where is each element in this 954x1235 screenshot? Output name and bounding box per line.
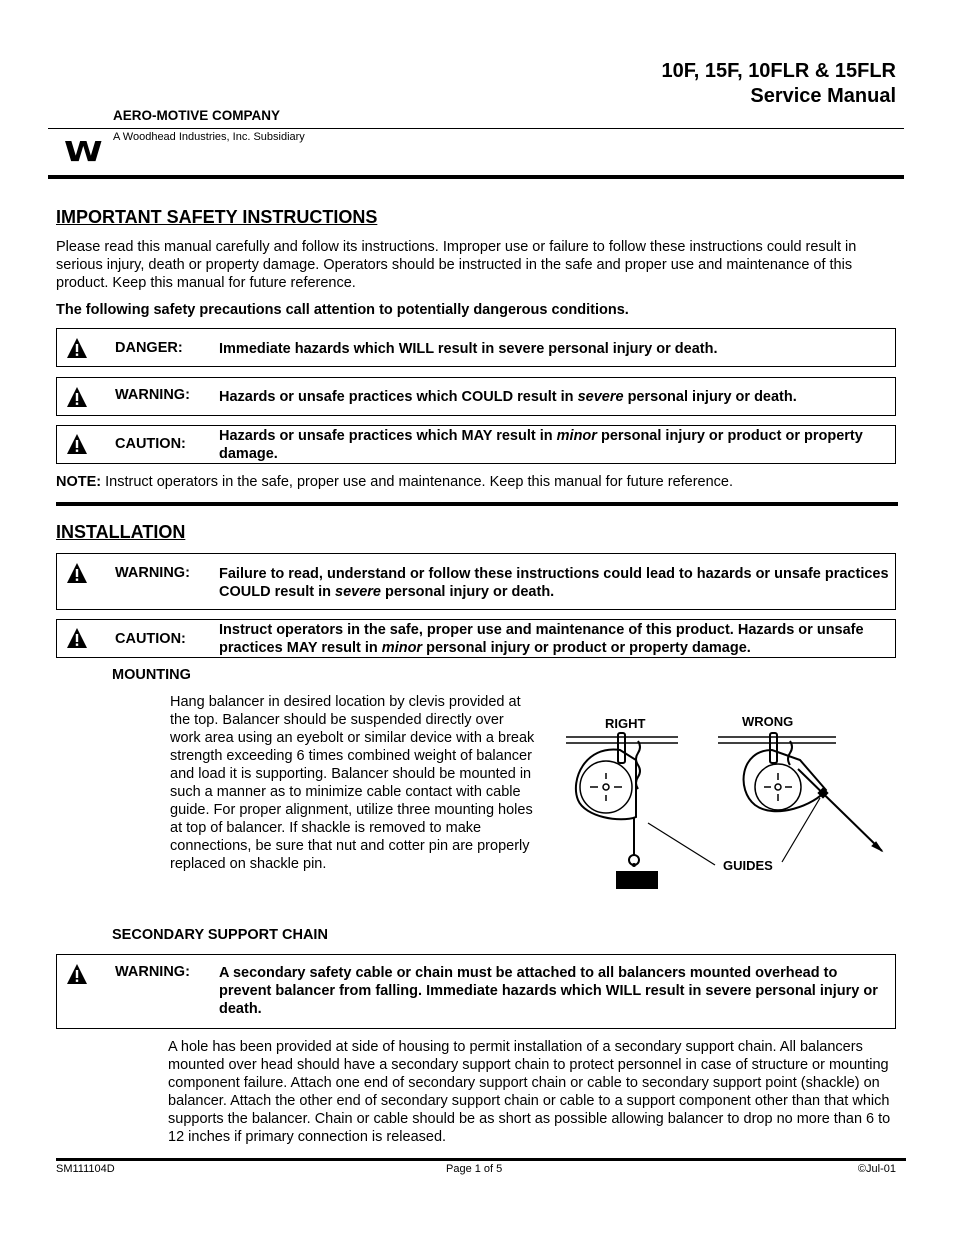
caution-label: CAUTION: bbox=[115, 436, 186, 452]
diagram-label-right: RIGHT bbox=[605, 716, 646, 731]
danger-text: Immediate hazards which WILL result in severe personal injury or death. bbox=[219, 341, 718, 357]
company-logo: W bbox=[64, 135, 99, 168]
safety-intro: Please read this manual carefully and follow its instructions. Improper use or failure to follow these instructions could result in serious injury, death or property damage. Operators should be instructed in the safe and proper use and maintenance of this product. Keep this manual for future reference. bbox=[56, 239, 857, 291]
support-text: A hole has been provided at side of housing to permit installation of a secondary support chain. All balancers mounted over head should have a secondary support chain to protect personnel in case of structure or mounting component failure. Attach one end of secondary support chain or cable to secondary support point (shackle) on balancer. Attach the other end of secondary support chain or cable to a support component other than that which supports the balancer. Chain or cable should be as short as possible allowing balancer to drop no more than 6 to 12 inches if primary connection is released. bbox=[168, 1039, 891, 1145]
header-rule bbox=[48, 128, 904, 129]
document-subtitle: Service Manual bbox=[750, 85, 896, 107]
section-divider bbox=[56, 502, 898, 506]
warning-triangle-icon bbox=[66, 433, 88, 455]
diagram-label-wrong: WRONG bbox=[742, 714, 794, 729]
footer-date: ©Jul-01 bbox=[857, 1163, 896, 1175]
installation-caution-text: Instruct operators in the safe, proper use and maintenance of this product. Hazards or unsafe practices MAY result in minor personal injury or product or property damage. bbox=[219, 622, 864, 656]
support-warning-box bbox=[56, 954, 896, 1029]
footer-rule bbox=[56, 1158, 906, 1161]
danger-label: DANGER: bbox=[115, 340, 183, 356]
header-divider bbox=[48, 175, 904, 179]
footer-doc-id: SM111104D bbox=[56, 1163, 115, 1175]
warning-text: Hazards or unsafe practices which COULD result in severe personal injury or death. bbox=[219, 389, 797, 405]
safety-heading: IMPORTANT SAFETY INSTRUCTIONS bbox=[56, 207, 378, 227]
mounting-heading: MOUNTING bbox=[112, 667, 191, 683]
safety-precautions: The following safety precautions call attention to potentially dangerous conditions. bbox=[56, 302, 629, 318]
note: NOTE: Instruct operators in the safe, proper use and maintenance. Keep this manual for future reference. bbox=[56, 474, 734, 490]
wrong-mounting-illustration bbox=[718, 733, 882, 862]
warning-triangle-icon bbox=[66, 386, 88, 408]
installation-caution-box bbox=[56, 619, 896, 658]
warning-triangle-icon bbox=[66, 337, 88, 359]
installation-heading: INSTALLATION bbox=[56, 522, 186, 542]
mounting-text: Hang balancer in desired location by clevis provided at the top. Balancer should be suspended directly over work area using an eyebolt or similar device with a break strength exceeding 6 times combined weight of balancer and load it is supporting. Balancer should be mounted in such a manner as to minimize cable contact with cable guide. For proper alignment, utilize three mounting holes at top of balancer. If shackle is removed to make connections, be sure that nut and cotter pin are properly replaced on shackle pin. bbox=[170, 694, 535, 872]
warning-triangle-icon bbox=[66, 963, 88, 985]
mounting-diagram bbox=[560, 705, 900, 895]
company-subsidiary: A Woodhead Industries, Inc. Subsidiary bbox=[113, 131, 305, 143]
installation-caution-label: CAUTION: bbox=[115, 631, 186, 647]
support-warning-text: A secondary safety cable or chain must be attached to all balancers mounted overhead to prevent balancer from falling. Immediate hazards which WILL result in severe personal injury or death. bbox=[219, 965, 878, 1017]
right-mounting-illustration bbox=[566, 733, 715, 889]
installation-warning-text: Failure to read, understand or follow these instructions could lead to hazards or unsafe practices COULD result in severe personal injury or death. bbox=[219, 566, 889, 600]
installation-warning-box bbox=[56, 553, 896, 610]
warning-box bbox=[56, 377, 896, 416]
support-warning-label: WARNING: bbox=[115, 964, 190, 980]
caution-text: Hazards or unsafe practices which MAY result in minor personal injury or product or property damage. bbox=[219, 428, 863, 462]
support-heading: SECONDARY SUPPORT CHAIN bbox=[112, 927, 328, 943]
warning-triangle-icon bbox=[66, 562, 88, 584]
caution-box bbox=[56, 425, 896, 464]
document-title: 10F, 15F, 10FLR & 15FLR bbox=[661, 60, 896, 82]
warning-triangle-icon bbox=[66, 627, 88, 649]
warning-label: WARNING: bbox=[115, 387, 190, 403]
footer-page-number: Page 1 of 5 bbox=[446, 1163, 503, 1175]
diagram-label-guides: GUIDES bbox=[723, 858, 773, 873]
installation-warning-label: WARNING: bbox=[115, 565, 190, 581]
company-name: AERO-MOTIVE COMPANY bbox=[113, 108, 281, 123]
danger-box bbox=[56, 328, 896, 367]
